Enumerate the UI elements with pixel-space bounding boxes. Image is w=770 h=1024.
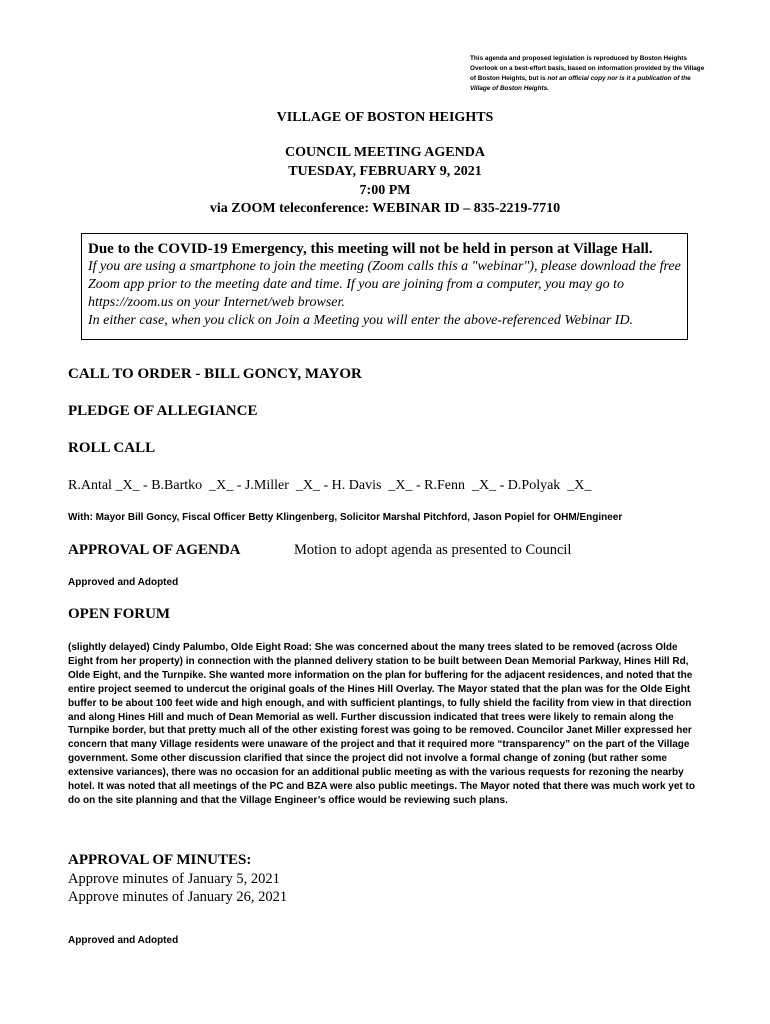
approval-agenda-heading: APPROVAL OF AGENDA xyxy=(68,542,241,558)
covid-notice-box xyxy=(81,233,688,340)
disclaimer-text: This agenda and proposed legislation is reproduced by Boston Heights Overlook on a best-effort basis, based on information provided by the Village of Boston Heights, but is xyxy=(470,55,705,82)
approved-adopted-minutes: Approved and Adopted xyxy=(68,935,179,946)
disclaimer-italic-text: not an official copy nor is it a publication of the Village of Boston Heights. xyxy=(470,75,691,92)
notice-instructions: If you are using a smartphone to join the meeting (Zoom calls this a "webinar"), please download the free Zoom app prior to the meeting date and time. If you are joining from a computer, you may go to https://zoom.us on your Internet/web browser. xyxy=(88,259,681,310)
village-title: VILLAGE OF BOSTON HEIGHTS xyxy=(276,110,494,125)
agenda-title: COUNCIL MEETING AGENDA xyxy=(285,145,485,160)
approval-agenda-motion: Motion to adopt agenda as presented to Council xyxy=(294,542,572,558)
open-forum-text: (slightly delayed) Cindy Palumbo, Olde Eight Road: She was concerned about the many trees slated to be removed (across Olde Eight from her property) in connection with the planned delivery station to be built between Dean Memorial Parkway, Hines Hill Rd, Olde Eight, and the Turnpike. She wanted more information on the plan for buffering for the adjacent residences, and noted that the entire project seemed to undercut the original goals of the Hines Hill Overlay. The Mayor stated that the plan was for the Olde Eight buffer to be about 100 feet wide and high enough, and with sufficient plantings, to fully shield the facility from view in that direction and along Hines Hill and much of Dean Memorial as well. Further discussion indicated that trees were likely to remain along the Turnpike border, but that pretty much all of the other existing forest was going to be removed. Councilor Janet Miller expressed her concern that many Village residents were unaware of the project and that it required more “transparency” on the part of the Village government. Some other discussion clarified that since the project did not involve a formal change of zoning (but rather some extensive variances), there was no occasion for an additional public meeting as with the various requests for rezoning the nearby hotel. It was noted that all meetings of the PC and BZA were also public meetings. The Mayor noted that there was much work yet to do on the site planning and that the Village Engineer’s office would be reviewing such plans. xyxy=(68,642,695,806)
disclaimer xyxy=(470,54,710,94)
roll-call-line: R.Antal _X_ - B.Bartko _X_ - J.Miller _X_ - H. Davis _X_ - R.Fenn _X_ - D.Polyak _X_ xyxy=(68,478,592,493)
meeting-time: 7:00 PM xyxy=(359,183,411,198)
open-forum-heading: OPEN FORUM xyxy=(68,606,171,622)
pledge-heading: PLEDGE OF ALLEGIANCE xyxy=(68,403,258,419)
call-to-order-heading: CALL TO ORDER - BILL GONCY, MAYOR xyxy=(68,366,362,382)
notice-lead: Due to the COVID-19 Emergency, this meeting will not be held in person at Village Hall. xyxy=(88,241,653,257)
notice-webinar-id-note: In either case, when you click on Join a Meeting you will enter the above-referenced Webinar ID. xyxy=(88,313,634,328)
approval-minutes-heading: APPROVAL OF MINUTES: xyxy=(68,852,252,868)
minutes-item-1: Approve minutes of January 5, 2021 xyxy=(68,871,280,887)
attendees-line: With: Mayor Bill Goncy, Fiscal Officer Betty Klingenberg, Solicitor Marshal Pitchford, Jason Popiel for OHM/Engineer xyxy=(68,512,623,523)
webinar-info: via ZOOM teleconference: WEBINAR ID – 835-2219-7710 xyxy=(209,201,561,216)
approved-adopted-agenda: Approved and Adopted xyxy=(68,577,179,588)
meeting-date: TUESDAY, FEBRUARY 9, 2021 xyxy=(288,164,482,179)
roll-call-heading: ROLL CALL xyxy=(68,440,156,456)
minutes-item-2: Approve minutes of January 26, 2021 xyxy=(68,889,288,905)
